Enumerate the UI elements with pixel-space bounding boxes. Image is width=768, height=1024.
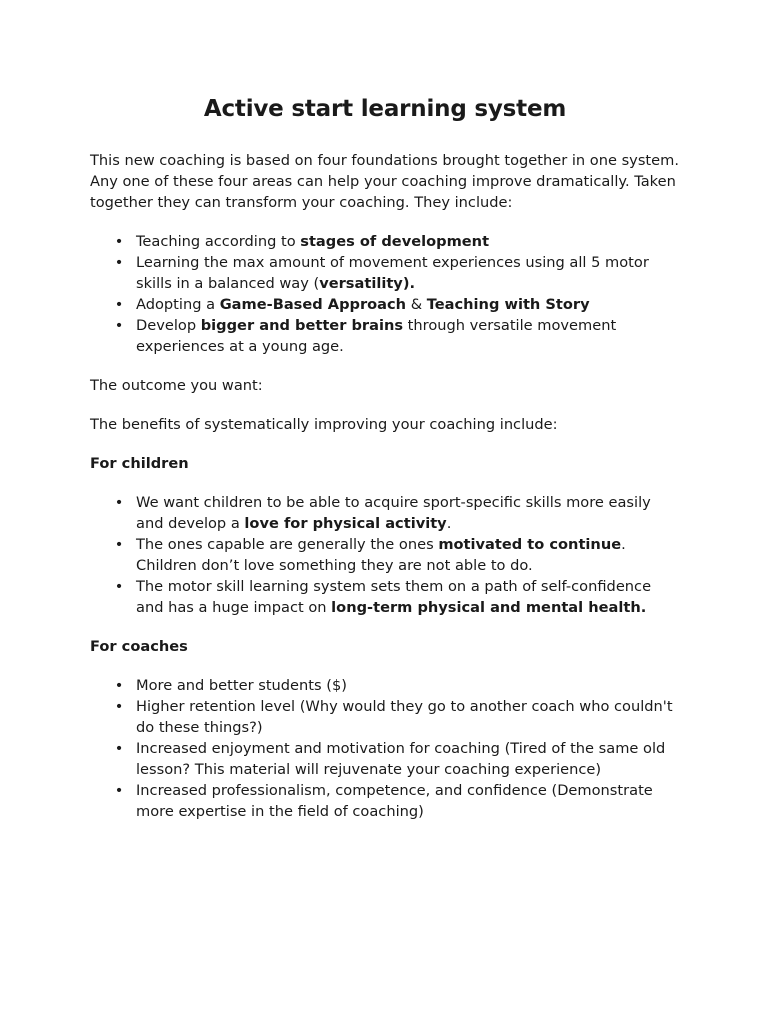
benefits-paragraph: The benefits of systematically improving your coaching include:: [90, 416, 558, 433]
coaches-heading: For coaches: [90, 638, 188, 655]
bullet-icon: •: [114, 536, 124, 553]
bullet-icon: •: [114, 698, 124, 715]
list-item: • The ones capable are generally the ones motivated to continue. Children don’t love something they are not able to do.: [114, 536, 626, 574]
coaches-list: [90, 675, 680, 822]
bullet-icon: •: [114, 494, 124, 511]
bullet-icon: •: [114, 296, 124, 313]
list-item: • The motor skill learning system sets them on a path of self-confidence and has a huge impact on long-term physical and mental health.: [114, 578, 652, 616]
children-heading: For children: [90, 455, 189, 472]
intro-paragraph: This new coaching is based on four foundations brought together in one system. Any one of these four areas can help your coaching improve dramatically. Taken together they can transform your coaching. They include:: [90, 152, 679, 211]
bullet-icon: •: [114, 233, 124, 250]
children-list: [90, 492, 680, 618]
list-item: • Higher retention level (Why would they go to another coach who couldn't do these things?): [114, 698, 673, 736]
bullet-icon: •: [114, 317, 124, 334]
page-title: Active start learning system: [203, 96, 567, 122]
list-item: • Adopting a Game-Based Approach & Teaching with Story: [114, 296, 590, 313]
bullet-icon: •: [114, 254, 124, 271]
bullet-icon: •: [114, 677, 124, 694]
list-item: • We want children to be able to acquire sport-specific skills more easily and develop a love for physical activity.: [114, 494, 651, 532]
document-page: [90, 92, 680, 840]
list-item: • Learning the max amount of movement experiences using all 5 motor skills in a balanced way (versatility).: [114, 254, 649, 292]
bullet-icon: •: [114, 782, 124, 799]
list-item: • Teaching according to stages of development: [114, 233, 490, 250]
list-item: • Increased professionalism, competence, and confidence (Demonstrate more expertise in the field of coaching): [114, 782, 653, 820]
foundations-list: [90, 231, 680, 357]
bullet-icon: •: [114, 578, 124, 595]
bullet-icon: •: [114, 740, 124, 757]
list-item: • More and better students ($): [114, 677, 347, 694]
list-item: • Develop bigger and better brains through versatile movement experiences at a young age.: [114, 317, 617, 355]
outcome-paragraph: The outcome you want:: [90, 377, 263, 394]
list-item: • Increased enjoyment and motivation for coaching (Tired of the same old lesson? This material will rejuvenate your coaching experience): [114, 740, 666, 778]
